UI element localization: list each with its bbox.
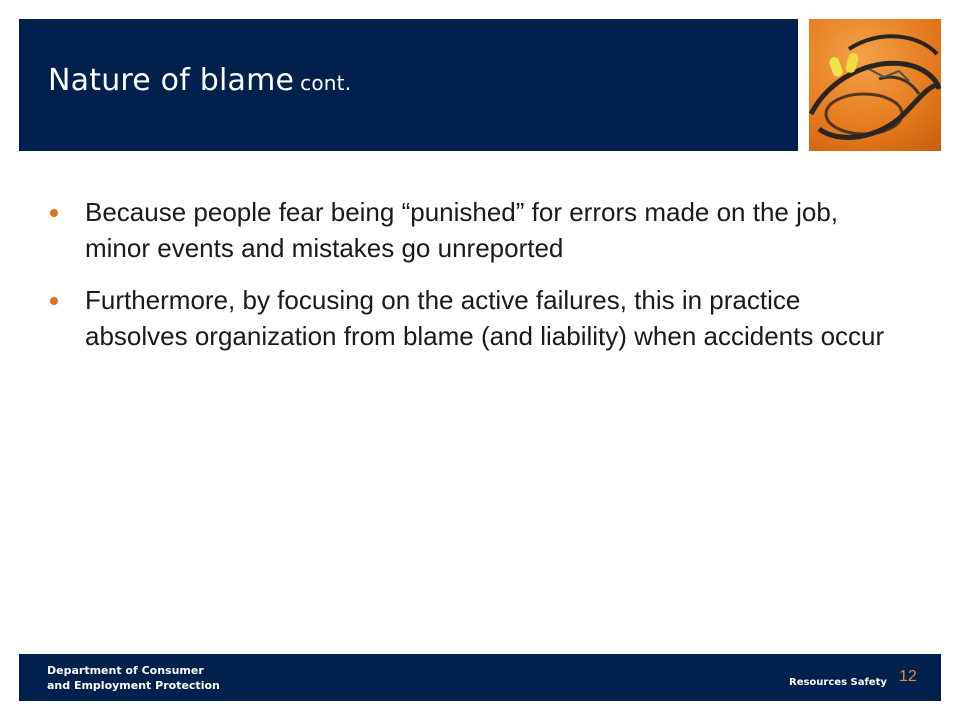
bullet-item: [48, 282, 908, 354]
department-name: [47, 663, 220, 693]
brand-label: Resources Safety: [789, 677, 887, 688]
photo-illustration: [809, 19, 941, 151]
bullet-text: Furthermore, by focusing on the active failures, this in practice absolves organization from blame (and liability) when accidents occur: [85, 285, 885, 351]
bullet-dot-icon: [50, 209, 58, 217]
bullet-dot-icon: [50, 297, 58, 305]
footer-bar: [19, 654, 941, 701]
page-number: 12: [899, 668, 917, 685]
bullet-item: [48, 194, 908, 266]
safety-glasses-earplugs-photo: [809, 19, 941, 151]
slide-title: [48, 63, 351, 98]
department-line-2: and Employment Protection: [47, 679, 220, 692]
title-bar: [19, 19, 798, 151]
bullet-text: Because people fear being “punished” for errors made on the job, minor events and mistakes go unreported: [85, 197, 839, 263]
slide-title-suffix: cont.: [300, 71, 352, 95]
bullet-list: [48, 194, 908, 370]
department-line-1: Department of Consumer: [47, 664, 204, 677]
slide-title-main: Nature of blame: [48, 63, 295, 98]
